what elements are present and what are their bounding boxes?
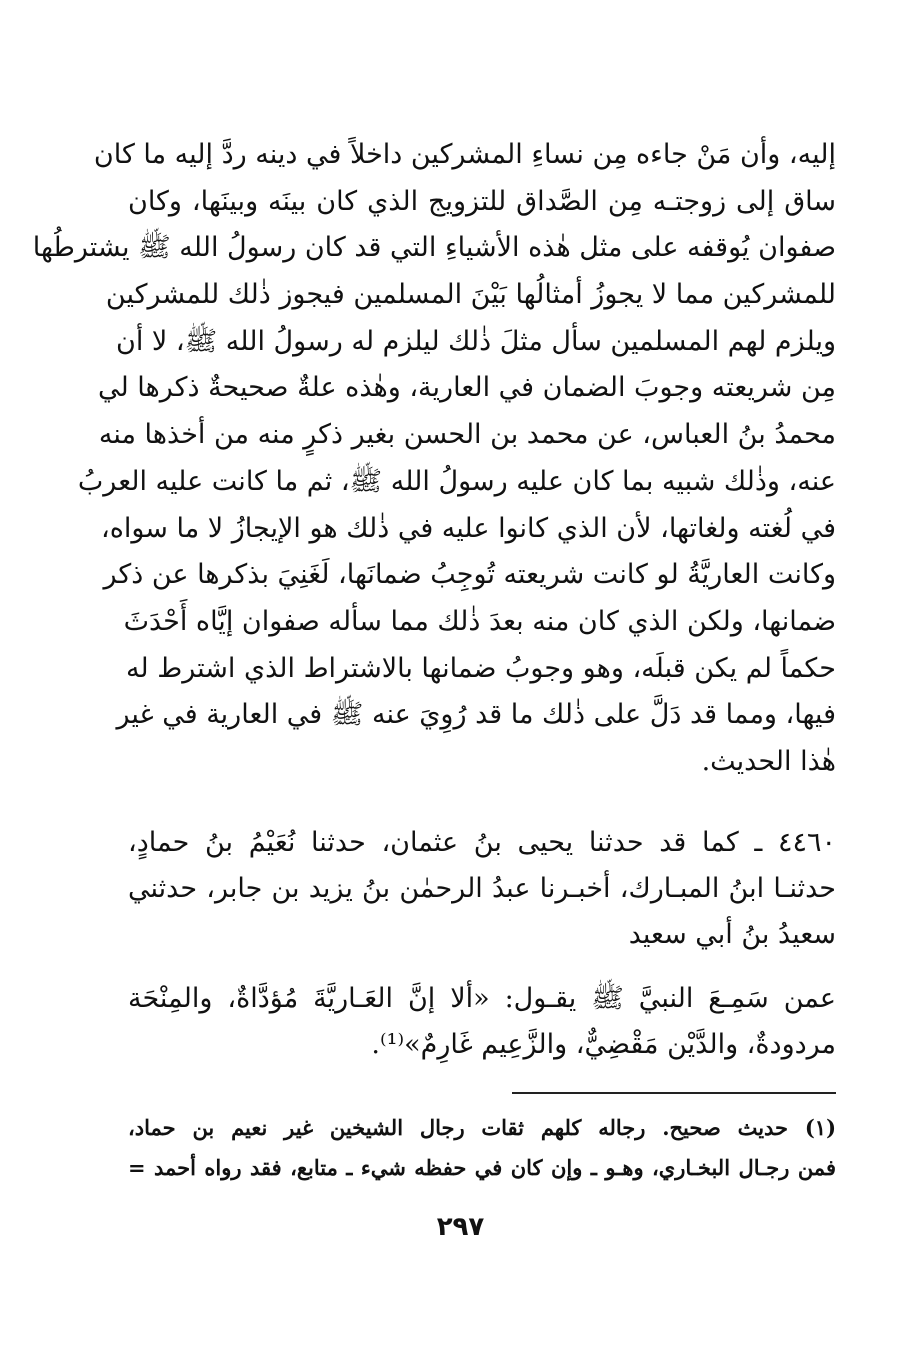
- hadith-line-2: حدثنـا ابنُ المبـارك، أخبـرنا عبدُ الرحمٰن بنُ يزيد بن جابر، حدثني: [128, 873, 836, 904]
- main-line-14: هٰذا الحديث.: [701, 745, 836, 777]
- main-line-7: محمدُ بنُ العباس، عن محمد بن الحسن بغير ذكرٍ منه من أخذها منه: [98, 419, 836, 451]
- main-line-8: عنه، وذٰلك شبيه بما كان عليه رسولُ الله ﷺ، ثم ما كانت عليه العربُ: [77, 465, 836, 497]
- main-line-11: ضمانها، ولكن الذي كان منه بعدَ ذٰلك مما سأله صفوان إيَّاه أَحْدَثَ: [123, 605, 836, 637]
- main-line-3: صفوان يُوقفه على مثل هٰذه الأشياءِ التي قد كان رسولُ الله ﷺ يشترطُها: [32, 232, 836, 264]
- hadith-line-3: سعيدُ بنُ أبي سعيد: [628, 919, 836, 950]
- main-line-9: في لُغته ولغاتها، لأن الذي كانوا عليه في ذٰلك هو الإيجازُ لا ما سواه،: [101, 512, 836, 544]
- main-line-5: ويلزم لهم المسلمين سأل مثلَ ذٰلك ليلزم له رسولُ الله ﷺ، لا أن: [116, 325, 836, 357]
- footnote-separator: [512, 1092, 836, 1094]
- hadith-line-1: ٤٤٦٠ ـ كما قد حدثنا يحيى بنُ عثمان، حدثنا نُعَيْمُ بنُ حمادٍ،: [128, 827, 836, 858]
- page-number: ٢٩٧: [436, 1212, 485, 1242]
- main-line-13: فيها، ومما قد دَلَّ على ذٰلك ما قد رُوِيَ عنه ﷺ في العارية في غير: [116, 699, 836, 731]
- main-line-6: مِن شريعته وجوبَ الضمان في العارية، وهٰذه علةٌ صحيحةٌ ذكرها لي: [97, 372, 836, 404]
- footnote: [128, 1108, 836, 1188]
- main-line-2: ساق إلى زوجتـه مِن الصَّداق للتزويج الذي كان بينَه وبينَها، وكان: [128, 185, 836, 217]
- footnote-line-2: فمن رجـال البخـاري، وهـو ـ وإن كان في حفظه شيء ـ متابع، فقد رواه أحمد =: [128, 1155, 836, 1180]
- main-line-12: حكماً لم يكن قبلَه، وهو وجوبُ ضمانها بالاشتراط الذي اشترط له: [125, 652, 836, 684]
- hadith-isnad: [128, 820, 836, 958]
- main-line-1: إليه، وأن مَنْ جاءه مِن نساءِ المشركين داخلاً في دينه ردَّ إليه ما كان: [93, 139, 836, 170]
- main-line-10: وكانت العاريَّةُ لو كانت شريعته تُوجِبُ ضمانَها، لَغَنِيَ بذكرها عن ذكر: [103, 559, 836, 591]
- footnote-line-1: (١) حديث صحيح. رجاله كلهم ثقات رجال الشيخين غير نعيم بن حماد،: [128, 1115, 836, 1140]
- quote-line-2: مردودةٌ، والدَّيْن مَقْضِيٌّ، والزَّعِيم غَارِمٌ»⁽¹⁾.: [371, 1029, 836, 1060]
- hadith-matn: [128, 976, 836, 1068]
- main-paragraph: [32, 132, 836, 786]
- main-line-4: للمشركين مما لا يجوزُ أمثالُها بَيْنَ المسلمين فيجوز ذٰلك للمشركين: [105, 279, 836, 311]
- quote-line-1: عمن سَمِـعَ النبيَّ ﷺ يقـول: «ألا إنَّ العَـاريَّةَ مُؤدَّاةٌ، والمِنْحَة: [128, 983, 836, 1014]
